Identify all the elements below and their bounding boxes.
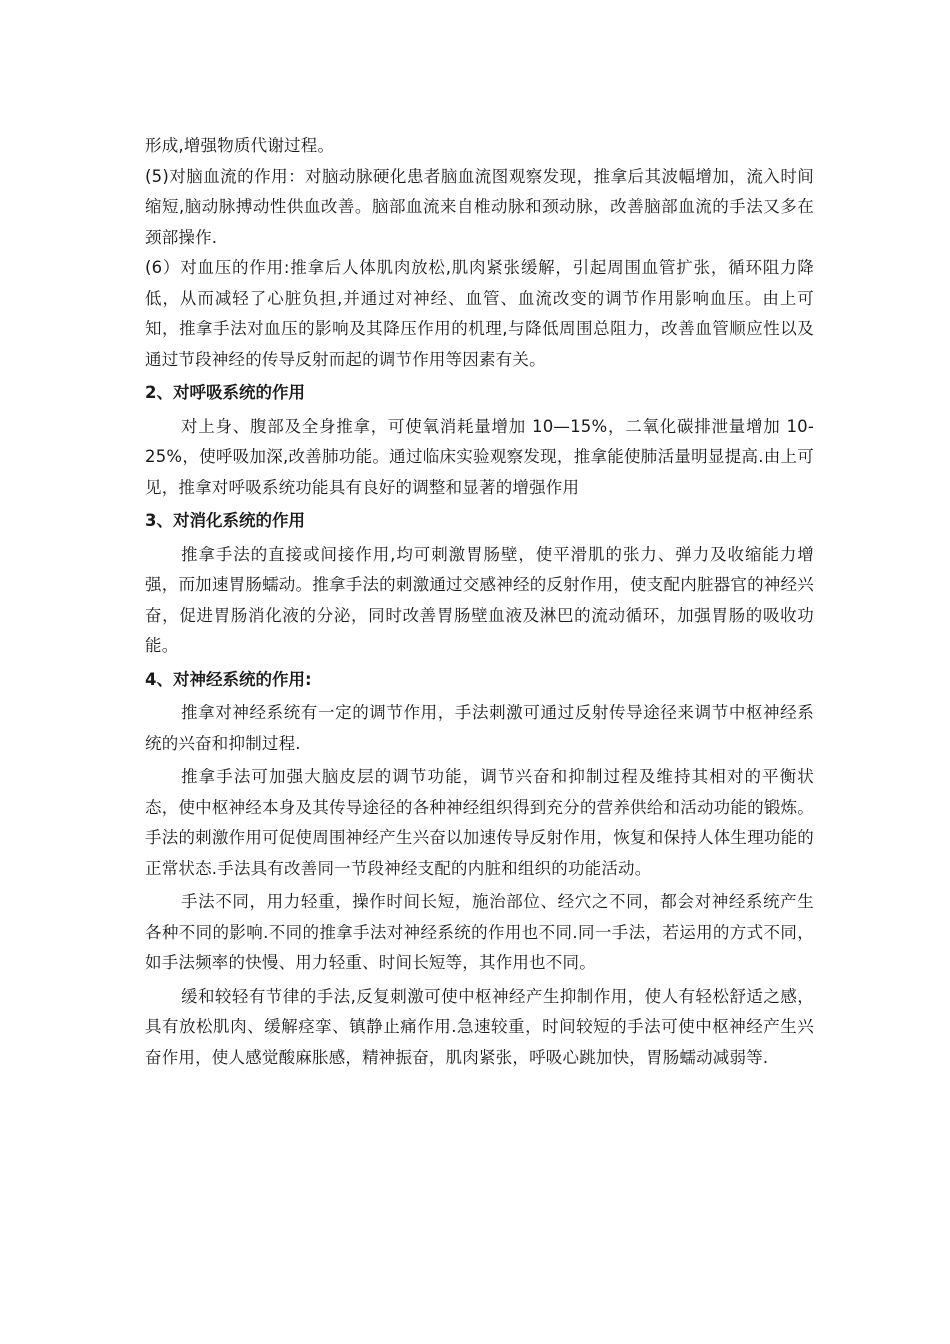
heading-digestive-system: 3、对消化系统的作用 [145, 511, 305, 530]
paragraph-nervous-1: 推拿对神经系统有一定的调节作用，手法刺激可通过反射传导途径来调节中枢神经系统的兴奋和抑制过程. [145, 703, 814, 753]
paragraph-nervous-2: 推拿手法可加强大脑皮层的调节功能，调节兴奋和抑制过程及维持其相对的平衡状态，使中枢神经本身及其传导途径的各种神经组织得到充分的营养供给和活动功能的锻炼。手法的刺激作用可促使周围神经产生兴奋以加速传导反射作用，恢复和保持人体生理功能的正常状态.手法具有改善同一节段神经支配的内脏和组织的功能活动。 [145, 767, 814, 878]
heading-nervous-system: 4、对神经系统的作用: [145, 669, 312, 689]
paragraph-nervous-3: 手法不同，用力轻重，操作时间长短，施治部位、经穴之不同，都会对神经系统产生各种不同的影响.不同的推拿手法对神经系统的作用也不同.同一手法，若运用的方式不同，如手法频率的快慢、用力轻重、时间长短等，其作用也不同。 [145, 892, 814, 972]
paragraph-nervous-4: 缓和较轻有节律的手法,反复刺激可使中枢神经产生抑制作用，使人有轻松舒适之感，具有放松肌肉、缓解痉挛、镇静止痛作用.急速较重，时间较短的手法可使中枢神经产生兴奋作用，使人感觉酸麻胀感，精神振奋，肌肉紧张，呼吸心跳加快，胃肠蠕动减弱等. [145, 986, 814, 1067]
paragraph-respiratory: 对上身、腹部及全身推拿，可使氧消耗量增加 10—15%，二氧化碳排泄量增加 10-25%，使呼吸加深,改善肺功能。通过临床实验观察发现，推拿能使肺活量明显提高.由上可见，推拿对呼吸系统功能具有良好的调整和显著的增强作用 [145, 416, 814, 497]
paragraph-digestive: 推拿手法的直接或间接作用,均可刺激胃肠壁，使平滑肌的张力、弹力及收缩能力增强，而加速胃肠蠕动。推拿手法的刺激通过交感神经的反射作用，使支配内脏器官的神经兴奋，促进胃肠消化液的分泌，同时改善胃肠壁血液及淋巴的流动循环，加强胃肠的吸收功能。 [145, 544, 814, 655]
paragraph-blood-pressure: (6）对血压的作用:推拿后人体肌肉放松,肌肉紧张缓解，引起周围血管扩张，循环阻力降低，从而减轻了心脏负担,并通过对神经、血管、血流改变的调节作用影响血压。由上可知，推拿手法对血压的影响及其降压作用的机理,与降低周围总阻力，改善血管顺应性以及通过节段神经的传导反射而起的调节作用等因素有关。 [145, 258, 814, 369]
paragraph-cerebral-blood-flow: (5)对脑血流的作用：对脑动脉硬化患者脑血流图观察发现，推拿后其波幅增加，流入时间缩短,脑动脉搏动性供血改善。脑部血流来自椎动脉和颈动脉，改善脑部血流的手法又多在颈部操作. [145, 166, 814, 247]
continuation-paragraph: 形成,增强物质代谢过程。 [145, 136, 335, 155]
heading-respiratory-system: 2、对呼吸系统的作用 [145, 383, 305, 402]
